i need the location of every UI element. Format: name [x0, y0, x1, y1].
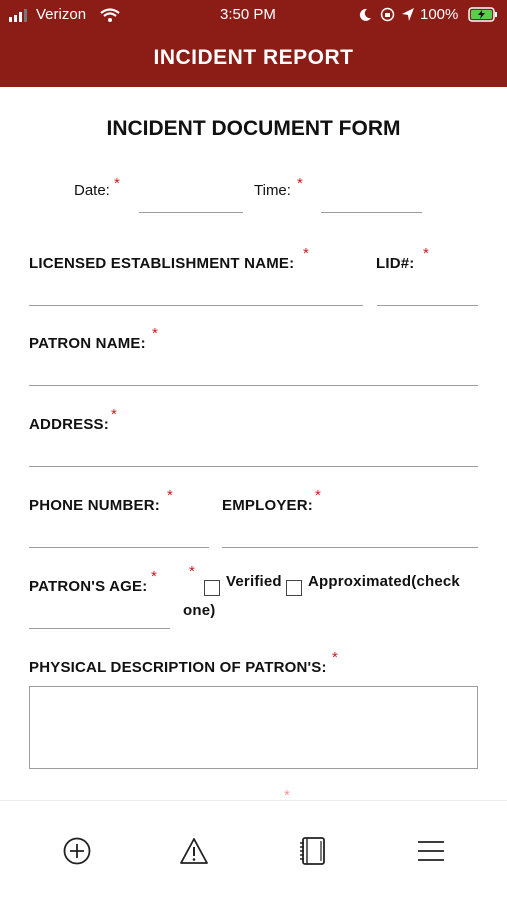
warning-icon — [176, 833, 212, 869]
tab-alerts[interactable] — [176, 833, 212, 869]
age-field[interactable] — [29, 628, 170, 629]
establishment-label: LICENSED ESTABLISHMENT NAME: — [29, 255, 295, 272]
incident-form — [0, 87, 507, 800]
lid-field[interactable] — [377, 305, 478, 306]
tab-records[interactable] — [295, 833, 331, 869]
employer-label: EMPLOYER: — [222, 497, 313, 514]
rotation-lock-icon — [380, 7, 395, 22]
battery-percent: 100% — [420, 6, 459, 23]
verified-checkbox[interactable] — [204, 580, 220, 596]
lid-required-mark: * — [423, 245, 429, 262]
verified-label: Verified — [226, 573, 282, 590]
patron-name-label: PATRON NAME: — [29, 335, 146, 352]
app-header — [0, 30, 507, 87]
address-label: ADDRESS: — [29, 416, 109, 433]
employer-required-mark: * — [315, 487, 321, 504]
bottom-tab-bar — [0, 800, 507, 901]
notebook-icon — [295, 833, 331, 869]
age-required-mark: * — [151, 568, 157, 585]
approximated-label-cont: one) — [183, 602, 216, 619]
time-required-mark: * — [297, 175, 303, 192]
battery-icon — [468, 7, 498, 22]
approximated-label: Approximated(check — [308, 573, 460, 590]
phone-field[interactable] — [29, 547, 209, 548]
phone-required-mark: * — [167, 487, 173, 504]
address-field[interactable] — [29, 466, 478, 467]
patron-name-field[interactable] — [29, 385, 478, 386]
date-required-mark: * — [114, 175, 120, 192]
patron-name-required-mark: * — [152, 325, 158, 342]
establishment-field[interactable] — [29, 305, 363, 306]
approximated-checkbox[interactable] — [286, 580, 302, 596]
physical-description-required-mark: * — [332, 649, 338, 666]
tab-new-report[interactable] — [59, 833, 95, 869]
status-bar — [0, 0, 507, 30]
age-label: PATRON'S AGE: — [29, 578, 148, 595]
faded-required-mark: * — [284, 787, 290, 800]
time-label: Time: — [254, 182, 291, 199]
location-arrow-icon — [401, 7, 415, 22]
physical-description-label: PHYSICAL DESCRIPTION OF PATRON'S: — [29, 659, 327, 676]
wifi-icon — [100, 8, 120, 23]
signal-icon — [9, 9, 29, 22]
form-title: INCIDENT DOCUMENT FORM — [106, 117, 401, 140]
establishment-required-mark: * — [303, 245, 309, 262]
time-field[interactable] — [321, 212, 422, 213]
employer-field[interactable] — [222, 547, 478, 548]
status-time: 3:50 PM — [220, 6, 276, 23]
address-required-mark: * — [111, 406, 117, 423]
menu-icon — [413, 833, 449, 869]
moon-icon — [358, 8, 372, 22]
tab-menu[interactable] — [413, 833, 449, 869]
date-field[interactable] — [139, 212, 243, 213]
age-check-required-mark: * — [189, 563, 195, 580]
header-title: INCIDENT REPORT — [153, 46, 354, 69]
phone-label: PHONE NUMBER: — [29, 497, 160, 514]
plus-circle-icon — [59, 833, 95, 869]
date-label: Date: — [74, 182, 110, 199]
lid-label: LID#: — [376, 255, 415, 272]
carrier-name: Verizon — [36, 6, 87, 23]
physical-description-textarea[interactable] — [29, 686, 478, 769]
